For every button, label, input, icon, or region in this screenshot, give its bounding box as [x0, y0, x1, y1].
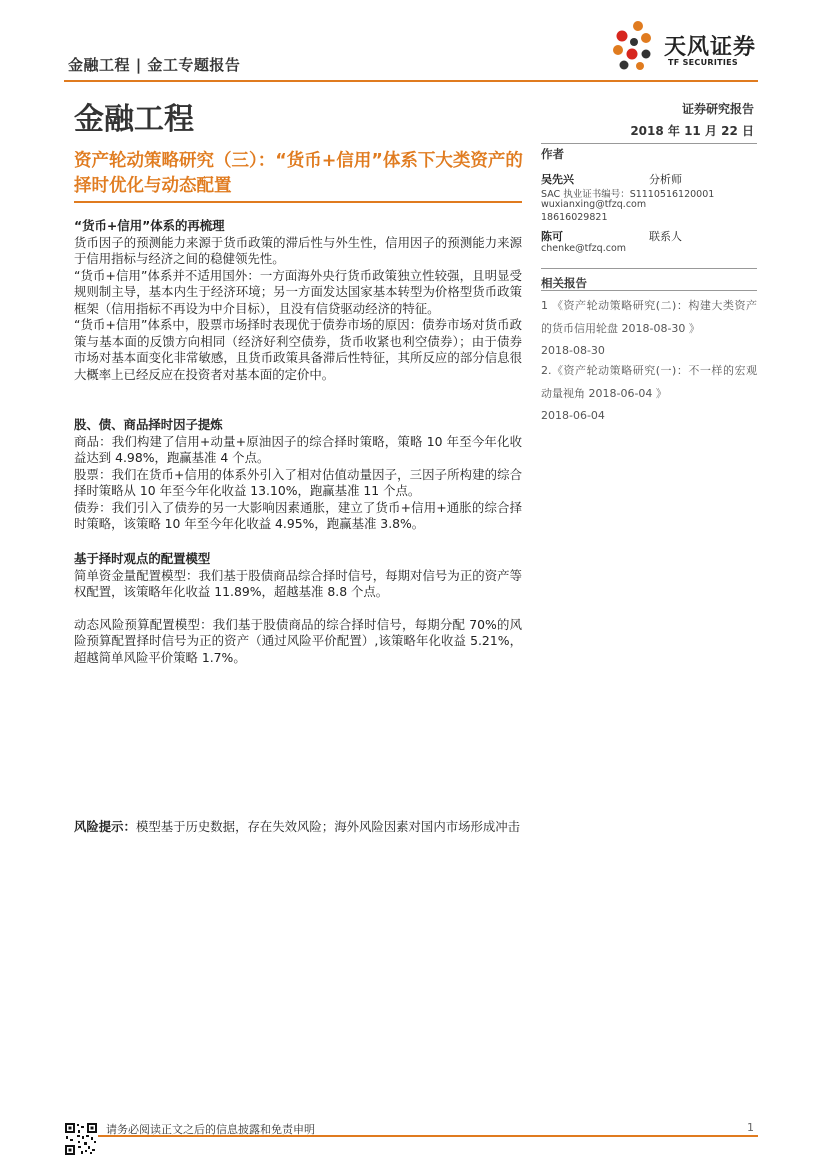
related-divider: [541, 290, 757, 291]
paragraph: “货币+信用”体系中，股票市场择时表现优于债券市场的原因：债券市场对货币政策与基本面的反馈方向相同（经济好利空债券，货币收紧也利空债券）；由于债券市场对基本面变化非常敏感，且货币政策具备滞后性特征，其所反应的部分信息很大概率上已经反应在投资者对基本面的定价中。: [74, 317, 522, 382]
paragraph: 简单资金量配置模型：我们基于股债商品综合择时信号，每期对信号为正的资产等权配置，该策略年化收益 11.89%，超越基准 8.8 个点。: [74, 567, 522, 599]
related-top-divider: [541, 268, 757, 269]
title-divider: [74, 201, 522, 203]
section-heading: “货币+信用”体系的再梳理: [74, 218, 225, 233]
author-phone: 18616029821: [541, 212, 608, 223]
report-date: 2018 年 11 月 22 日: [630, 124, 754, 138]
tf-logo-mark-icon: [610, 20, 654, 72]
header-divider: [64, 80, 758, 82]
related-heading: 相关报告: [541, 276, 587, 290]
author-name: 吴先兴: [541, 173, 574, 186]
section-allocation-models: [74, 551, 522, 666]
header-category: 金融工程 | 金工专题报告: [68, 56, 241, 74]
category-title: 金融工程: [74, 102, 194, 137]
author-role: 联系人: [649, 230, 682, 243]
section-monetary-credit: [74, 218, 522, 383]
paragraph: 货币因子的预测能力来源于货币政策的滞后性与外生性，信用因子的预测能力来源于信用指标与经济之间的稳健领先性。: [74, 234, 522, 266]
paragraph: 股票：我们在货币+信用的体系外引入了相对估值动量因子，三因子所构建的综合择时策略从 10 年至今年化收益 13.10%，跑赢基准 11 个点。: [74, 466, 522, 498]
risk-warning: [74, 818, 526, 835]
related-report-link[interactable]: 1 《资产轮动策略研究(二)：构建大类资产的货币信用轮盘 2018-08-30 》: [541, 299, 757, 335]
author-email[interactable]: chenke@tfzq.com: [541, 243, 627, 254]
report-title: 资产轮动策略研究（三）：“货币+信用”体系下大类资产的择时优化与动态配置: [74, 151, 523, 196]
page-number: 1: [747, 1121, 754, 1134]
paragraph: “货币+信用”体系并不适用国外：一方面海外央行货币政策独立性较强，且明显受规则制主导，基本内生于经济环境；另一方面发达国家基本转型为价格型货币政策框架（信用指标不再设为中介目标），且没有信贷驱动经济的特征。: [74, 267, 522, 316]
risk-text: 模型基于历史数据，存在失效风险；海外风险因素对国内市场形成冲击: [135, 819, 521, 834]
related-report-link[interactable]: 2.《资产轮动策略研究(一)：不一样的宏观动量视角 2018-06-04 》: [541, 364, 757, 400]
risk-label: 风险提示：: [74, 819, 136, 834]
author-name: 陈可: [541, 230, 563, 243]
section-timing-factors: [74, 417, 522, 533]
author-cert: SAC 执业证书编号：S1110516120001: [541, 189, 715, 200]
authors-heading: 作者: [541, 147, 564, 161]
logo-text-en: TF SECURITIES: [668, 58, 738, 67]
section-heading: 股、债、商品择时因子提炼: [74, 417, 223, 432]
authors-divider: [541, 143, 757, 144]
paragraph: 债券：我们引入了债券的另一大影响因素通胀，建立了货币+信用+通胀的综合择时策略，该策略 10 年至今年化收益 4.95%，跑赢基准 3.8%。: [74, 499, 522, 531]
report-type: 证券研究报告: [681, 102, 754, 116]
logo-text-cn: 天风证券: [664, 35, 757, 60]
section-heading: 基于择时观点的配置模型: [74, 551, 211, 566]
qr-code-icon: [64, 1122, 98, 1156]
paragraph: 动态风险预算配置模型：我们基于股债商品的综合择时信号，每期分配 70%的风险预算配置择时信号为正的资产（通过风险平价配置）,该策略年化收益 5.21%，超越简单风险平价策略 1.7%。: [74, 616, 522, 665]
paragraph: 商品：我们构建了信用+动量+原油因子的综合择时策略，策略 10 年至今年化收益达到 4.98%，跑赢基准 4 个点。: [74, 433, 522, 465]
author-email[interactable]: wuxianxing@tfzq.com: [541, 199, 647, 210]
related-report-date: 2018-08-30: [541, 344, 605, 357]
related-report-date: 2018-06-04: [541, 409, 605, 422]
footer-disclaimer: 请务必阅读正文之后的信息披露和免责申明: [106, 1123, 315, 1136]
author-role: 分析师: [649, 173, 682, 186]
